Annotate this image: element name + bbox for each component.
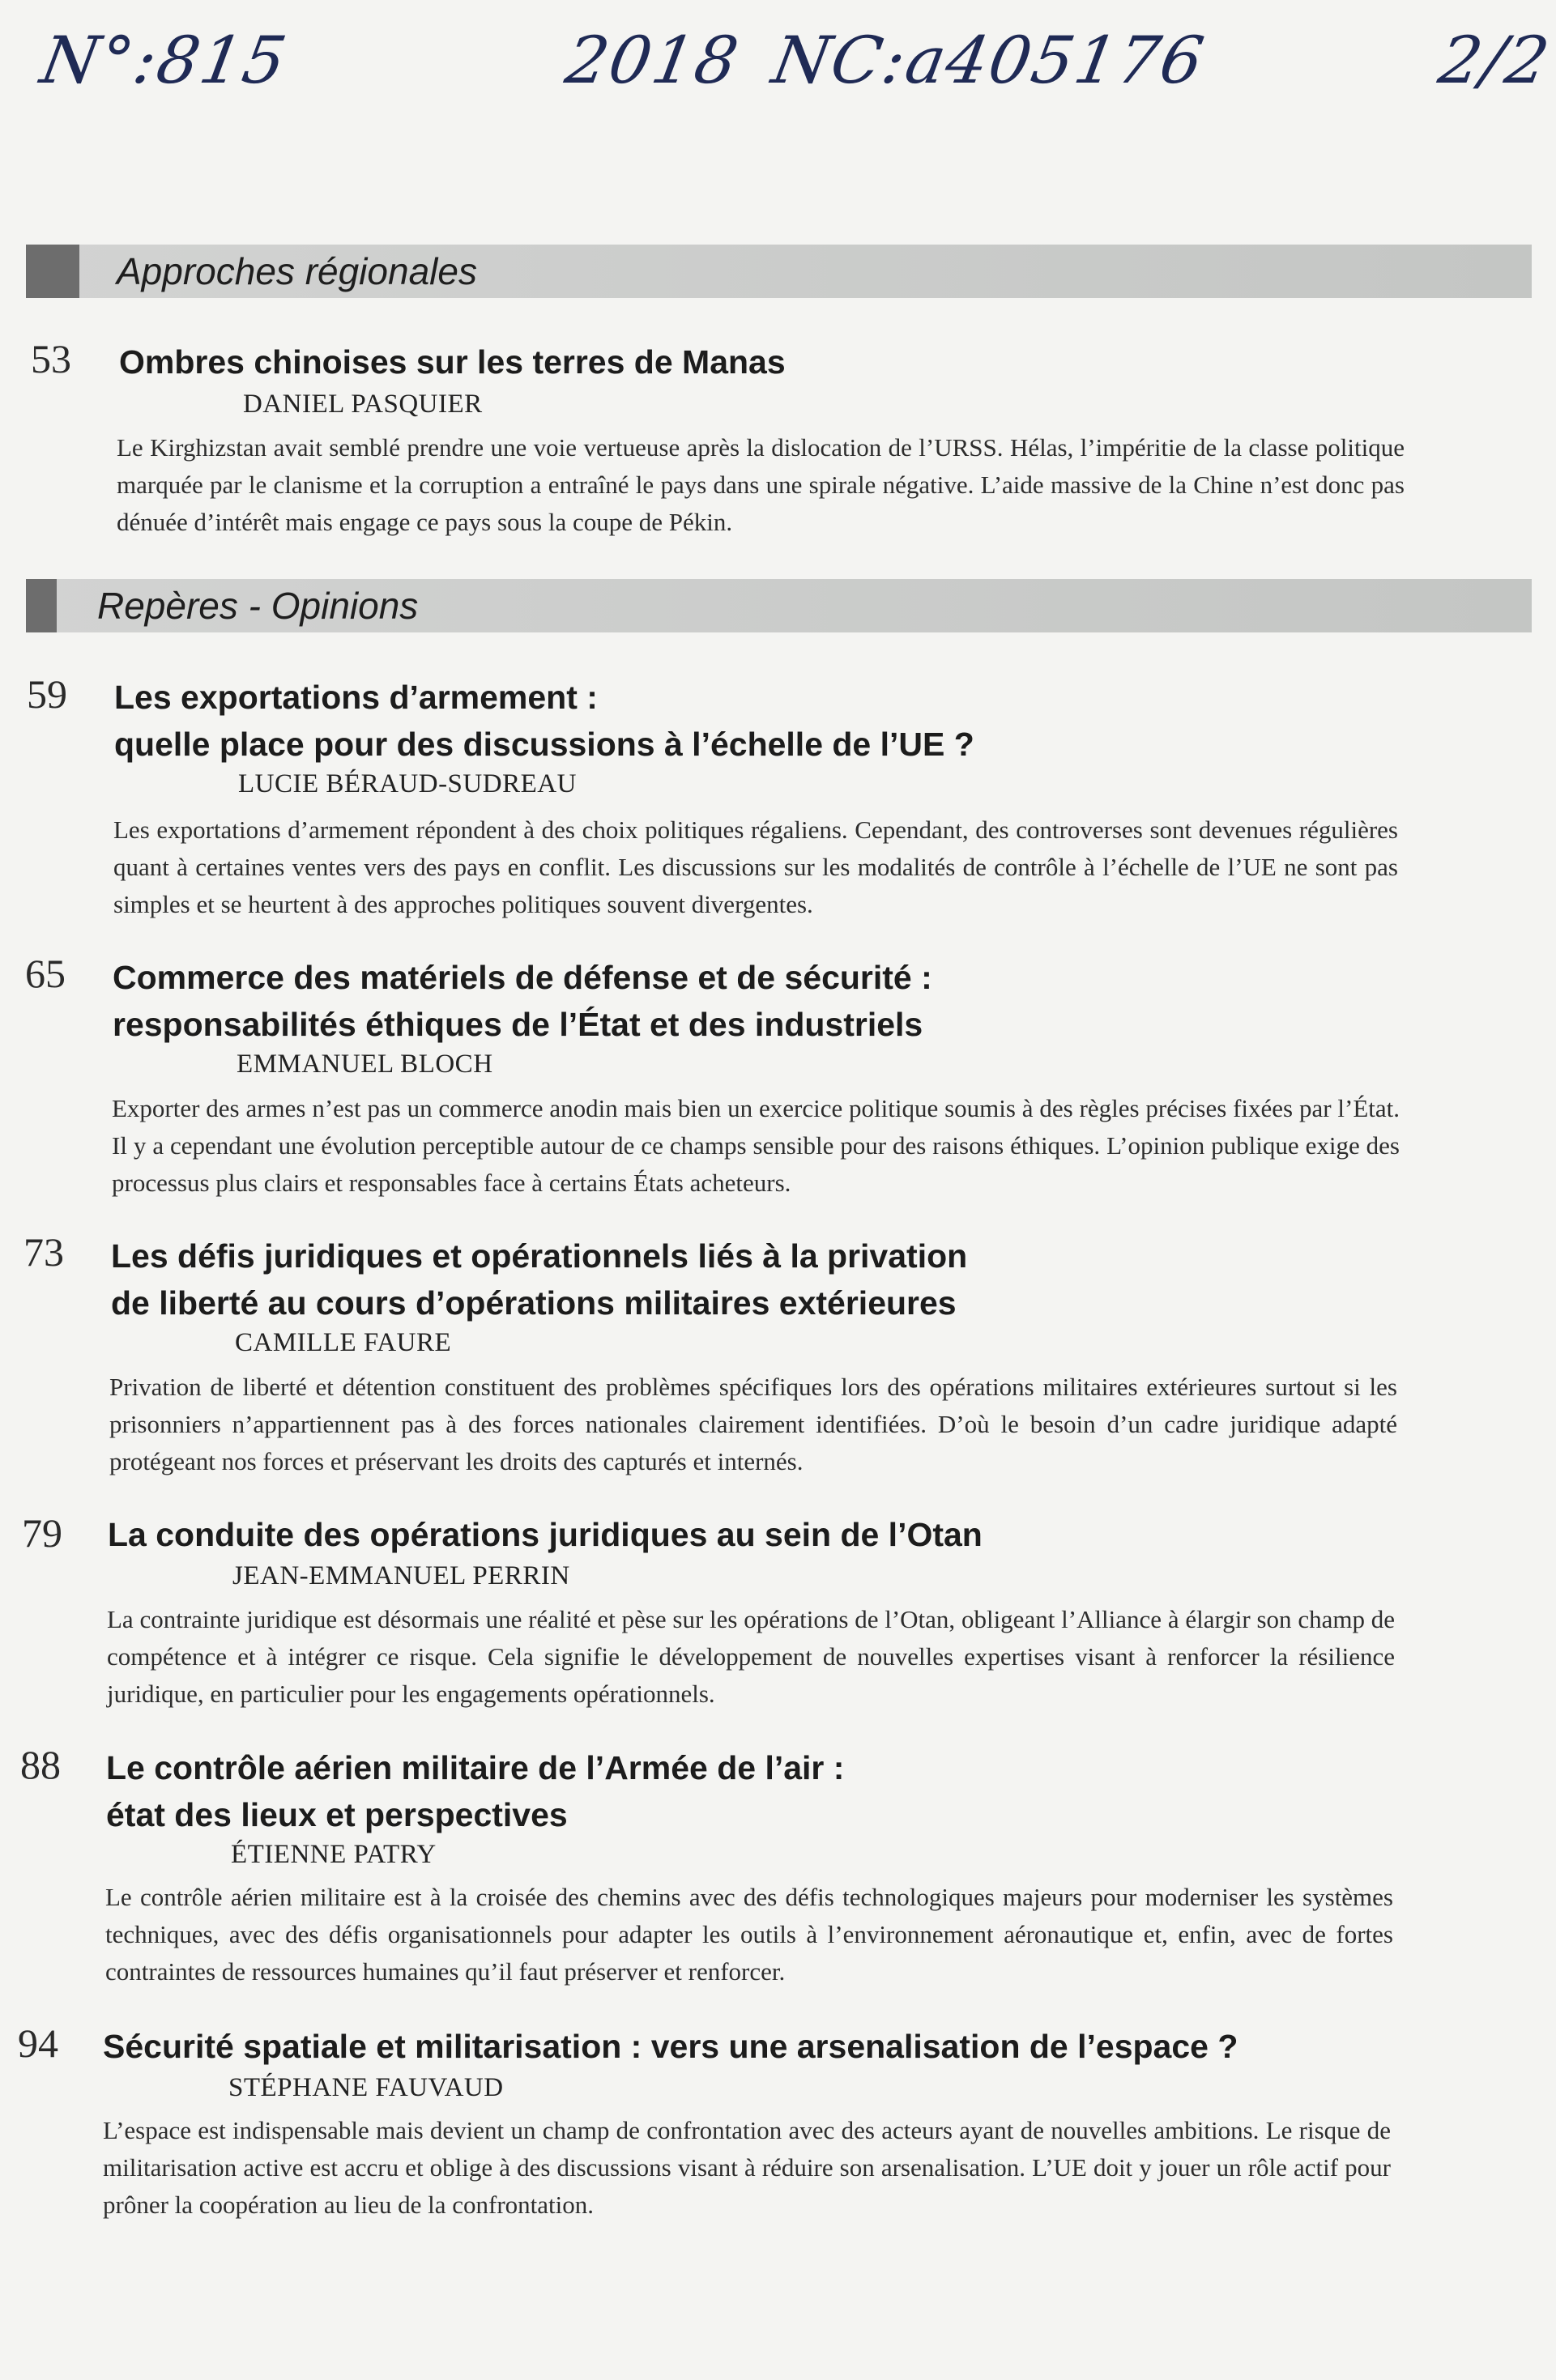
section-marker bbox=[26, 579, 57, 632]
article-author: DANIEL PASQUIER bbox=[243, 390, 483, 419]
article-author: JEAN-EMMANUEL PERRIN bbox=[232, 1561, 570, 1590]
article-summary: La contrainte juridique est désormais une réalité et pèse sur les opérations de l’Otan, obligeant l’Alliance à élargir son champ de compétence et à intégrer ce risque. Cela signifie le développement de nouvelles expertises visant à renforcer la résilience juridique, en particulier pour les engagements opérationnels. bbox=[107, 1605, 1395, 1708]
section-band-reperes bbox=[26, 579, 1532, 632]
article-title bbox=[108, 1511, 983, 1558]
article-title bbox=[114, 674, 974, 768]
article-title-line: Sécurité spatiale et militarisation : vers une arsenalisation de l’espace ? bbox=[103, 2028, 1238, 2065]
article-title bbox=[119, 338, 786, 385]
article-summary: Les exportations d’armement répondent à des choix politiques régaliens. Cependant, des controverses sont devenues régulières quant à certaines ventes vers des pays en conflit. Les discussions sur les modalités de contrôle à l’échelle de l’UE ne sont pas simples et se heurtent à des approches politiques souvent divergentes. bbox=[113, 815, 1398, 918]
article-page-number: 73 bbox=[23, 1229, 64, 1275]
article-title bbox=[106, 1744, 844, 1838]
article-author: CAMILLE FAURE bbox=[235, 1328, 452, 1357]
article-title bbox=[113, 954, 932, 1048]
article-author: LUCIE BÉRAUD-SUDREAU bbox=[238, 769, 577, 798]
article-page-number: 65 bbox=[25, 951, 66, 996]
section-title: Approches régionales bbox=[117, 250, 477, 292]
article-title-line: responsabilités éthiques de l’État et des industriels bbox=[113, 1006, 923, 1043]
article-title bbox=[111, 1233, 967, 1326]
article-page-number: 53 bbox=[31, 336, 71, 381]
article-title-line: quelle place pour des discussions à l’échelle de l’UE ? bbox=[114, 726, 974, 763]
article-title-line: état des lieux et perspectives bbox=[106, 1796, 568, 1833]
article-title-line: Ombres chinoises sur les terres de Manas bbox=[119, 343, 786, 381]
article-title-line: Le contrôle aérien militaire de l’Armée de l’air : bbox=[106, 1749, 845, 1786]
article-summary: Privation de liberté et détention constituent des problèmes spécifiques lors des opérations militaires extérieures surtout si les prisonniers n’appartiennent pas à des forces nationales clairement identifiées. D’où le besoin d’un cadre juridique adapté protégeant nos forces et préservant les droits des capturés et internés. bbox=[109, 1373, 1397, 1475]
article-title bbox=[103, 2023, 1238, 2070]
article-page-number: 79 bbox=[22, 1510, 62, 1556]
article-title-line: La conduite des opérations juridiques au sein de l’Otan bbox=[108, 1516, 983, 1553]
section-title: Repères - Opinions bbox=[97, 585, 419, 627]
article-summary: L’espace est indispensable mais devient un champ de confrontation avec des acteurs ayant de nouvelles ambitions. Le risque de militarisation active est accru et oblige à des discussions visant à réduire son arsenalisation. L’UE doit y jouer un rôle actif pour prôner la coopération au lieu de la confrontation. bbox=[103, 2116, 1391, 2219]
article-summary: Exporter des armes n’est pas un commerce anodin mais bien un exercice politique soumis à des règles précises fixées par l’État. Il y a cependant une évolution perceptible autour de ce champs sensible pour des raisons éthiques. L’opinion publique exige des processus plus clairs et responsables face à certains États acheteurs. bbox=[112, 1094, 1400, 1197]
article-author: EMMANUEL BLOCH bbox=[237, 1049, 493, 1079]
article-page-number: 88 bbox=[20, 1742, 61, 1787]
article-title-line: Commerce des matériels de défense et de sécurité : bbox=[113, 959, 932, 996]
section-band-regional bbox=[26, 245, 1532, 298]
handwritten-year: 2018 bbox=[560, 23, 745, 98]
article-summary: Le contrôle aérien militaire est à la croisée des chemins avec des défis technologiques majeurs pour moderniser les systèmes techniques, avec des défis organisationnels pour adapter les outils à l’environnement aéronautique et, enfin, avec de fortes contraintes de ressources humaines qu’il faut préserver et renforcer. bbox=[105, 1883, 1393, 1986]
section-marker bbox=[26, 245, 79, 298]
article-page-number: 94 bbox=[18, 2020, 58, 2066]
article-title-line: Les exportations d’armement : bbox=[114, 679, 598, 716]
handwritten-page-count: 2/2 bbox=[1433, 23, 1556, 98]
handwritten-number: N°:815 bbox=[35, 23, 293, 98]
article-author: STÉPHANE FAUVAUD bbox=[228, 2073, 504, 2102]
article-page-number: 59 bbox=[27, 671, 67, 717]
article-author: ÉTIENNE PATRY bbox=[231, 1840, 437, 1869]
article-summary: Le Kirghizstan avait semblé prendre une voie vertueuse après la dislocation de l’URSS. Hélas, l’impéritie de la classe politique marquée par le clanisme et la corruption a entraîné le pays dans une spirale négative. L’aide massive de la Chine n’est donc pas dénuée d’intérêt mais engage ce pays sous la coupe de Pékin. bbox=[117, 433, 1405, 536]
handwritten-nc-code: NC:a405176 bbox=[766, 23, 1211, 98]
article-title-line: de liberté au cours d’opérations militaires extérieures bbox=[111, 1284, 957, 1322]
article-title-line: Les défis juridiques et opérationnels liés à la privation bbox=[111, 1237, 968, 1275]
